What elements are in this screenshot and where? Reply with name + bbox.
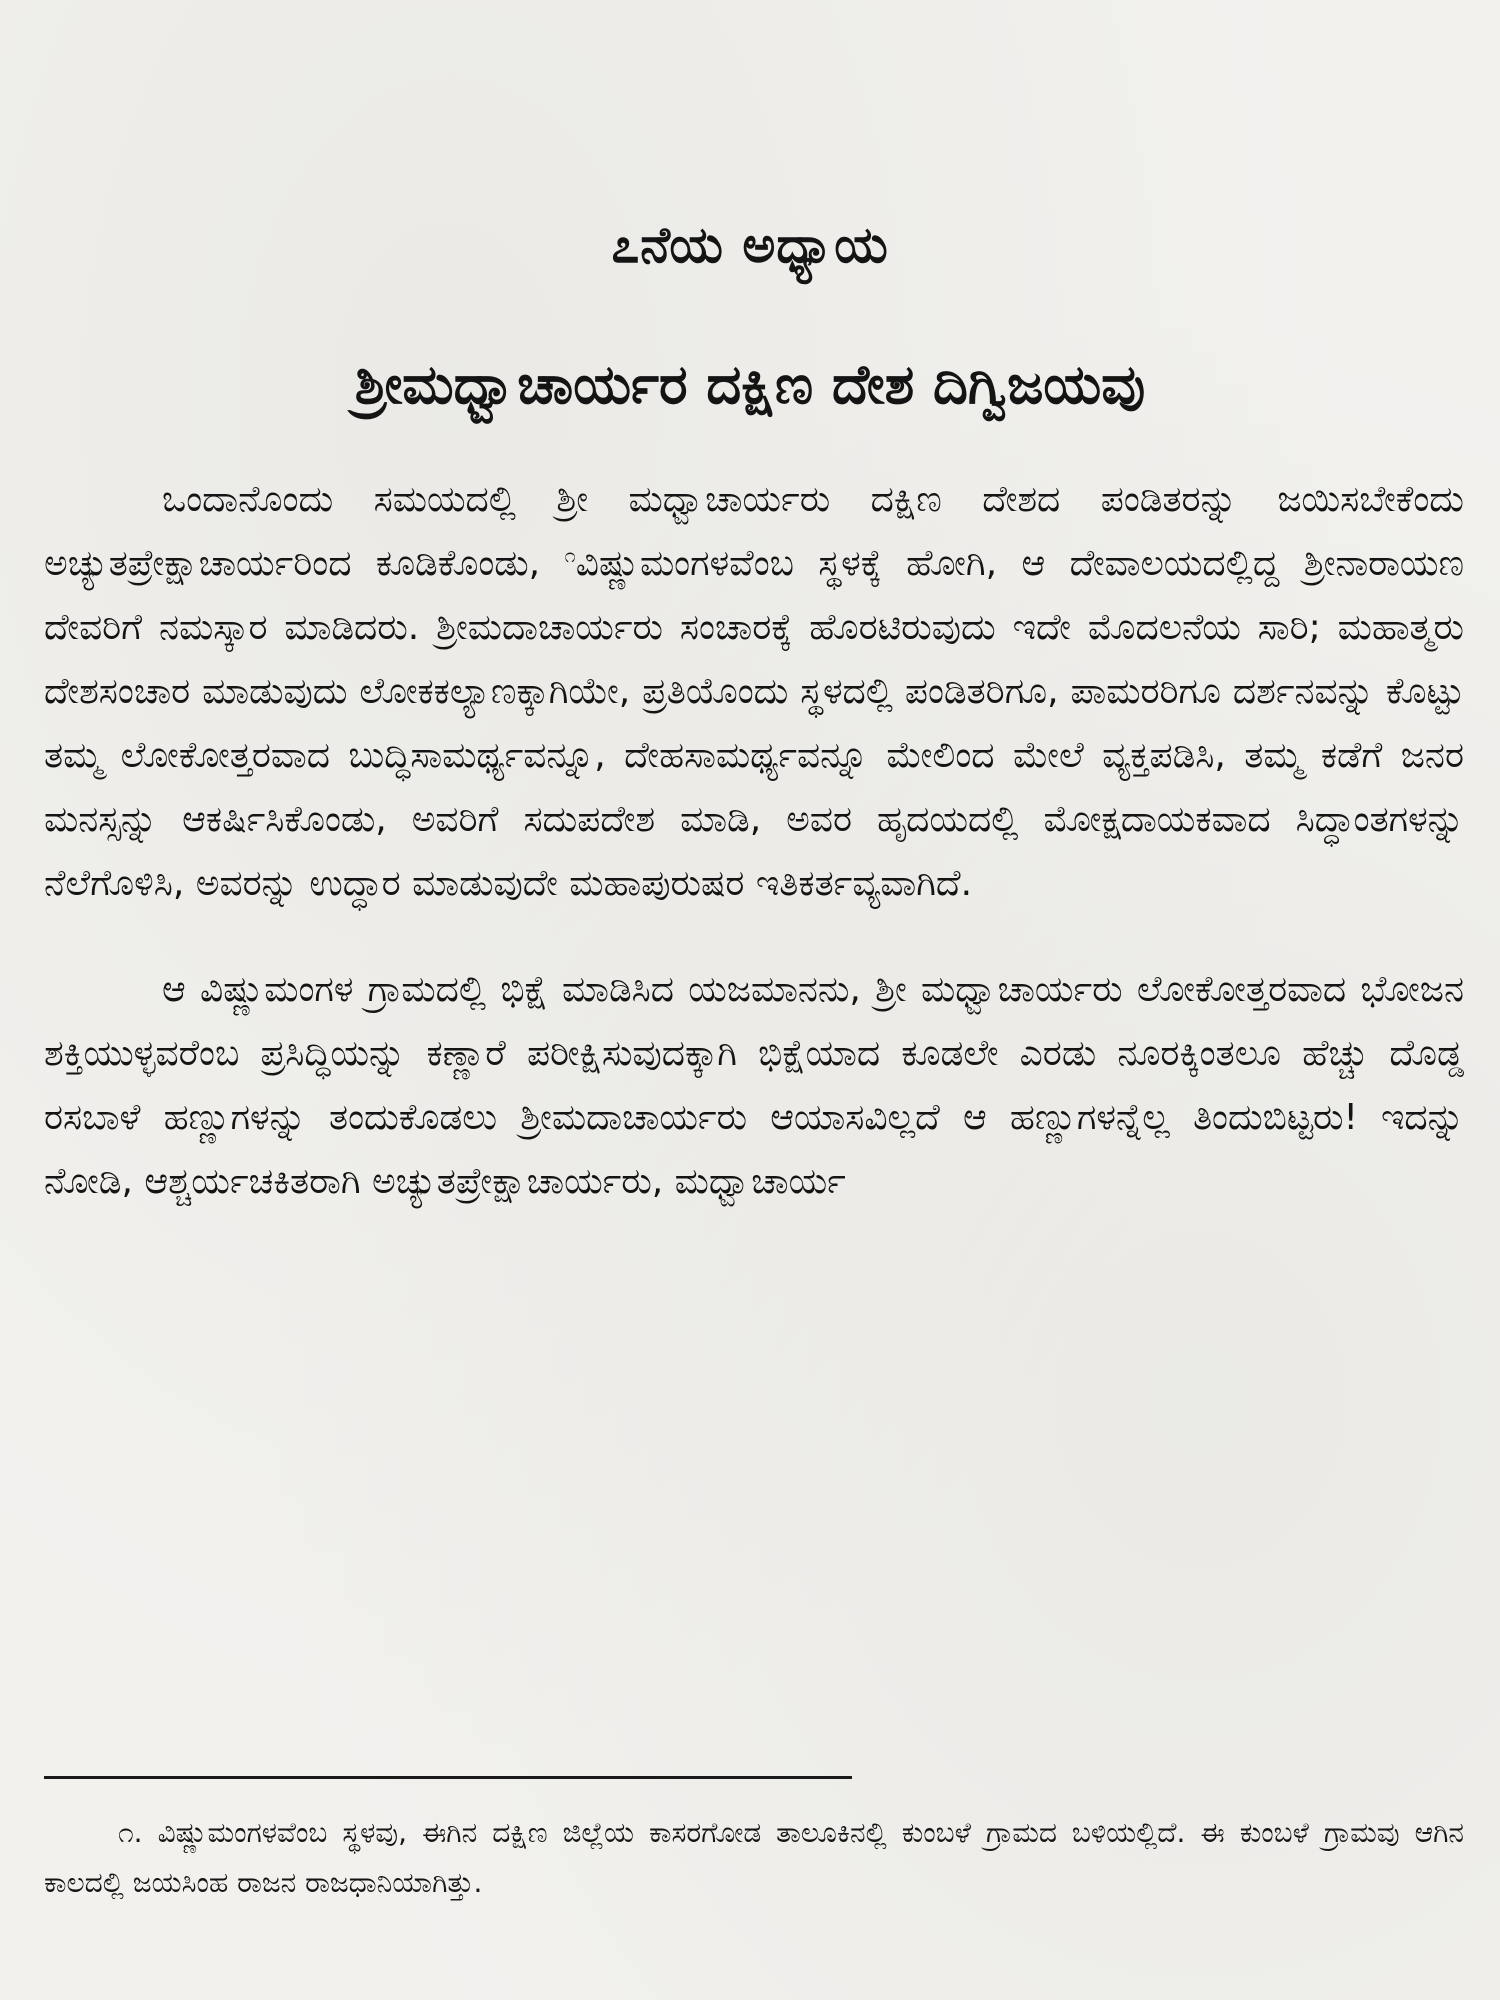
paragraph-2: ಆ ವಿಷ್ಣುಮಂಗಳ ಗ್ರಾಮದಲ್ಲಿ ಭಿಕ್ಷೆ ಮಾಡಿಸಿದ ಯಜಮಾನನು, ಶ್ರೀ ಮಧ್ವಾಚಾರ್ಯರು ಲೋಕೋತ್ತರವಾದ ಭೋಜನ ಶಕ್ತಿಯುಳ್ಳವರೆಂಬ ಪ್ರಸಿದ್ಧಿಯನ್ನು ಕಣ್ಣಾರೆ ಪರೀಕ್ಷಿಸುವುದಕ್ಕಾಗಿ ಭಿಕ್ಷೆಯಾದ ಕೂಡಲೇ ಎರಡು ನೂರಕ್ಕಿಂತಲೂ ಹೆಚ್ಚು ದೊಡ್ಡ ರಸಬಾಳೆ ಹಣ್ಣುಗಳನ್ನು ತಂದುಕೊಡಲು ಶ್ರೀಮದಾಚಾರ್ಯರು ಆಯಾಸವಿಲ್ಲದೆ ಆ ಹಣ್ಣುಗಳನ್ನೆಲ್ಲ ತಿಂದುಬಿಟ್ಟರು! ಇದನ್ನು ನೋಡಿ, ಆಶ್ಚರ್ಯಚಕಿತರಾಗಿ ಅಚ್ಯುತಪ್ರೇಕ್ಷಾಚಾರ್ಯರು, ಮಧ್ವಾಚಾರ್ಯ (44, 969, 1464, 1202)
footnote-divider (44, 1776, 852, 1779)
paragraph-1-text-b: ವಿಷ್ಣುಮಂಗಳವೆಂಬ ಸ್ಥಳಕ್ಕೆ ಹೋಗಿ, ಆ ದೇವಾಲಯದಲ್ಲಿದ್ದ ಶ್ರೀನಾರಾಯಣ ದೇವರಿಗೆ ನಮಸ್ಕಾರ ಮಾಡಿದರು. ಶ್ರೀಮದಾಚಾರ್ಯರು ಸಂಚಾರಕ್ಕೆ ಹೊರಟಿರುವುದು ಇದೇ ಮೊದಲನೆಯ ಸಾರಿ; ಮಹಾತ್ಮರು ದೇಶಸಂಚಾರ ಮಾಡುವುದು ಲೋಕಕಲ್ಯಾಣಕ್ಕಾಗಿಯೇ, ಪ್ರತಿಯೊಂದು ಸ್ಥಳದಲ್ಲಿ ಪಂಡಿತರಿಗೂ, ಪಾಮರರಿಗೂ ದರ್ಶನವನ್ನು ಕೊಟ್ಟು ತಮ್ಮ ಲೋಕೋತ್ತರವಾದ ಬುದ್ಧಿಸಾಮರ್ಥ್ಯವನ್ನೂ, ದೇಹಸಾಮರ್ಥ್ಯವನ್ನೂ ಮೇಲಿಂದ ಮೇಲೆ ವ್ಯಕ್ತಪಡಿಸಿ, ತಮ್ಮ ಕಡೆಗೆ ಜನರ ಮನಸ್ಸನ್ನು ಆಕರ್ಷಿಸಿಕೊಂಡು, ಅವರಿಗೆ ಸದುಪದೇಶ ಮಾಡಿ, ಅವರ ಹೃದಯದಲ್ಲಿ ಮೋಕ್ಷದಾಯಕವಾದ ಸಿದ್ಧಾಂತಗಳನ್ನು ನೆಲೆಗೊಳಿಸಿ, ಅವರನ್ನು ಉದ್ಧಾರ ಮಾಡುವುದೇ ಮಹಾಪುರುಷರ ಇತಿಕರ್ತವ್ಯವಾಗಿದೆ. (44, 543, 1465, 904)
paragraph-1-text-a: ಒಂದಾನೊಂದು ಸಮಯದಲ್ಲಿ ಶ್ರೀ ಮಧ್ವಾಚಾರ್ಯರು ದಕ್ಷಿಣ ದೇಶದ ಪಂಡಿತರನ್ನು ಜಯಿಸಬೇಕೆಂದು ಅಚ್ಯುತಪ್ರೇಕ್ಷಾಚಾರ್ಯರಿಂದ ಕೂಡಿಕೊಂಡು, (44, 479, 1464, 584)
footnote-reference: ೧ (564, 543, 576, 567)
body-text (44, 468, 1464, 1214)
paragraph-1 (44, 468, 1464, 916)
chapter-title: ಶ್ರೀಮಧ್ವಾಚಾರ್ಯರ ದಕ್ಷಿಣ ದೇಶ ದಿಗ್ವಿಜಯವು (354, 353, 1146, 416)
footnote: ೧. ವಿಷ್ಣುಮಂಗಳವೆಂಬ ಸ್ಥಳವು, ಈಗಿನ ದಕ್ಷಿಣ ಜಿಲ್ಲೆಯ ಕಾಸರಗೋಡ ತಾಲೂಕಿನಲ್ಲಿ ಕುಂಬಳೆ ಗ್ರಾಮದ ಬಳಿಯಲ್ಲಿದೆ. ಈ ಕುಂಬಳೆ ಗ್ರಾಮವು ಆಗಿನ ಕಾಲದಲ್ಲಿ ಜಯಸಿಂಹ ರಾಜನ ರಾಜಧಾನಿಯಾಗಿತ್ತು. (44, 1816, 1464, 1899)
chapter-number: ೭ನೆಯ ಅಧ್ಯಾಯ (611, 216, 889, 274)
